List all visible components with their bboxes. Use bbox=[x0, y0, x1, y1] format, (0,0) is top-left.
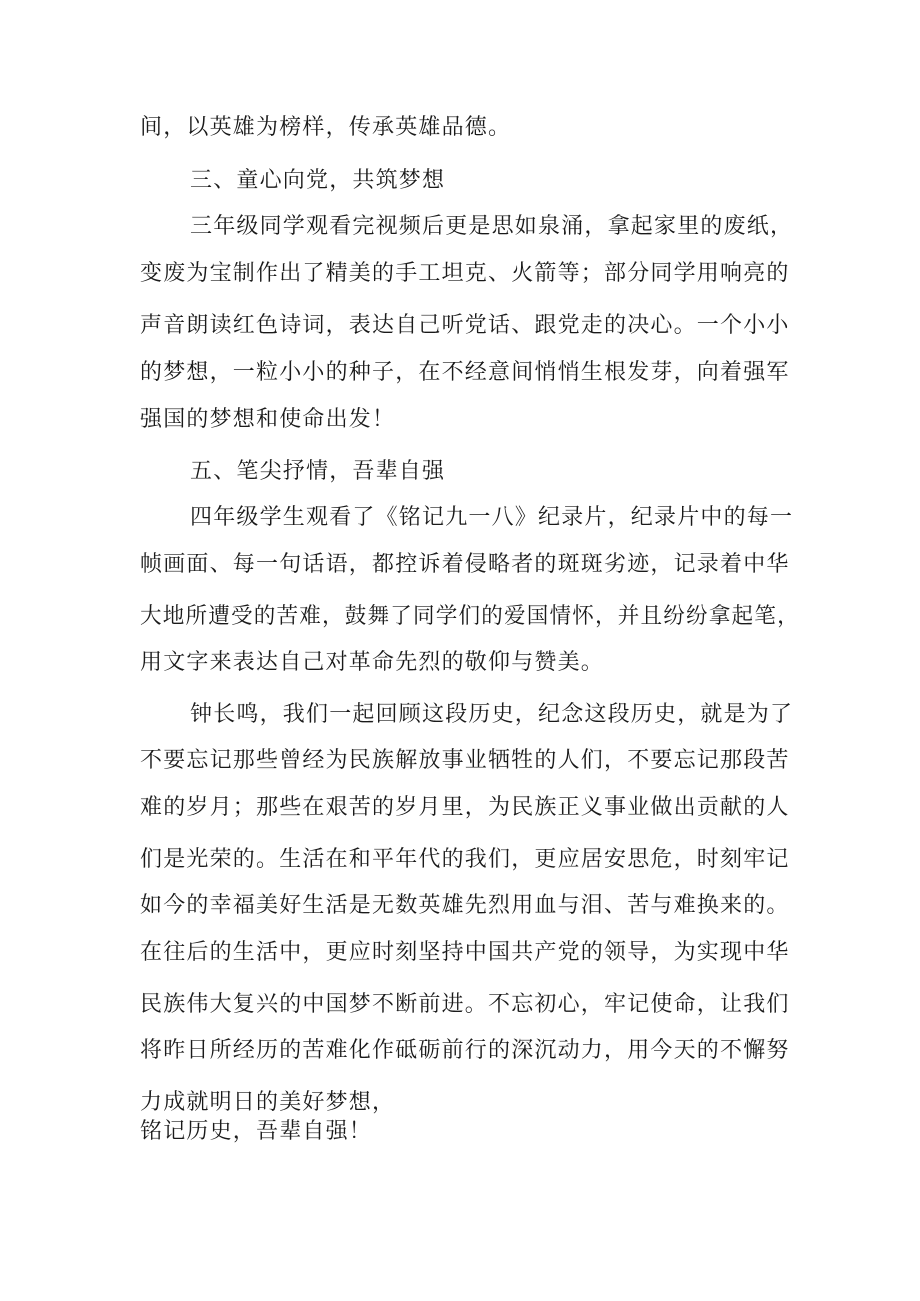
text-line: 三年级同学观看完视频后更是思如泉涌，拿起家里的废纸， bbox=[190, 214, 794, 239]
text-line: 们是光荣的。生活在和平年代的我们，更应居安思危，时刻牢记 bbox=[140, 847, 790, 872]
text-line: 的梦想，一粒小小的种子，在不经意间悄悄生根发芽，向着强军 bbox=[140, 360, 790, 385]
text-line: 四年级学生观看了《铭记九一八》纪录片，纪录片中的每一 bbox=[190, 505, 794, 530]
text-line: 不要忘记那些曾经为民族解放事业牺牲的人们，不要忘记那段苦 bbox=[140, 748, 790, 773]
text-line: 帧画面、每一句话语，都控诉着侵略者的斑斑劣迹，记录着中华 bbox=[140, 552, 790, 577]
text-line: 大地所遭受的苦难，鼓舞了同学们的爱国情怀，并且纷纷拿起笔， bbox=[140, 604, 800, 629]
closing-line: 铭记历史，吾辈自强！ bbox=[140, 1119, 373, 1144]
text-line: 力成就明日的美好梦想， bbox=[140, 1090, 396, 1115]
section-heading: 三、童心向党，共筑梦想 bbox=[190, 168, 446, 193]
text-line: 间，以英雄为榜样，传承英雄品德。 bbox=[140, 115, 512, 140]
section-heading: 五、笔尖抒情，吾辈自强 bbox=[190, 459, 446, 484]
text-line: 将昨日所经历的苦难化作砥砺前行的深沉动力，用今天的不懈努 bbox=[140, 1038, 790, 1063]
text-line: 声音朗读红色诗词，表达自己听党话、跟党走的决心。一个小小 bbox=[140, 313, 790, 338]
text-line: 钟长鸣，我们一起回顾这段历史，纪念这段历史，就是为了 bbox=[190, 702, 794, 727]
text-line: 民族伟大复兴的中国梦不断前进。不忘初心，牢记使命，让我们 bbox=[140, 992, 790, 1017]
text-line: 难的岁月；那些在艰苦的岁月里，为民族正义事业做出贡献的人 bbox=[140, 795, 790, 820]
text-line: 在往后的生活中，更应时刻坚持中国共产党的领导，为实现中华 bbox=[140, 940, 790, 965]
text-line: 用文字来表达自己对革命先烈的敬仰与赞美。 bbox=[140, 650, 605, 675]
text-line: 如今的幸福美好生活是无数英雄先烈用血与泪、苦与难换来的。 bbox=[140, 893, 790, 918]
text-line: 变废为宝制作出了精美的手工坦克、火箭等；部分同学用响亮的 bbox=[140, 261, 790, 286]
text-line: 强国的梦想和使命出发！ bbox=[140, 407, 396, 432]
